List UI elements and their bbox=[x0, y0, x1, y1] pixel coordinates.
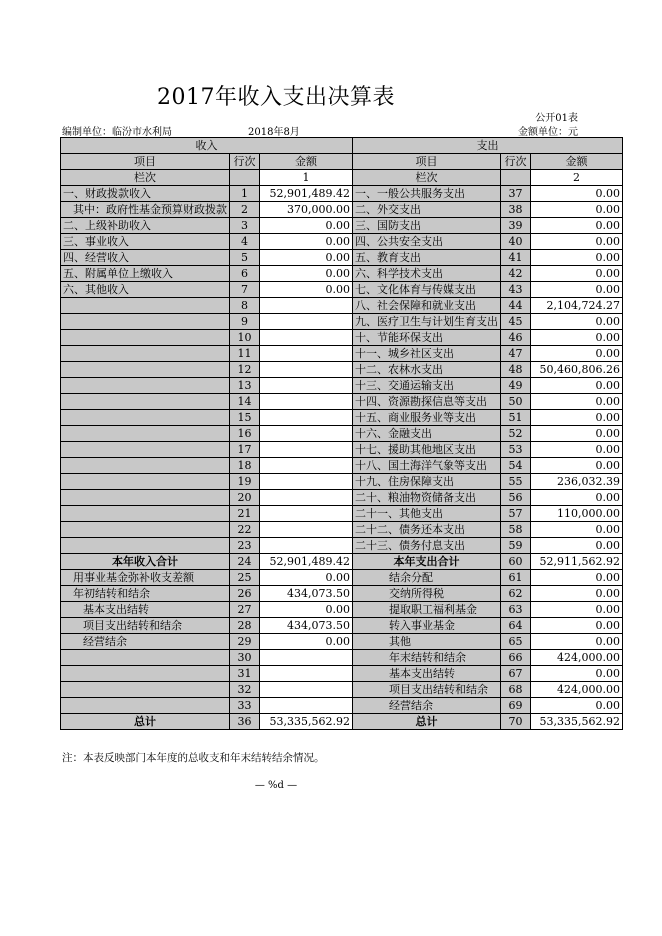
expense-rowno: 59 bbox=[501, 538, 531, 554]
expense-item: 转入事业基金 bbox=[353, 618, 501, 634]
expense-rowno: 54 bbox=[501, 458, 531, 474]
expense-item: 十、节能环保支出 bbox=[353, 330, 501, 346]
income-item bbox=[61, 474, 230, 490]
income-item bbox=[61, 330, 230, 346]
table-row bbox=[61, 202, 623, 218]
footnote: 注：本表反映部门本年度的总收支和年末结转结余情况。 bbox=[62, 752, 325, 764]
income-item bbox=[61, 362, 230, 378]
expense-amount: 0.00 bbox=[531, 426, 623, 442]
income-rowno: 30 bbox=[230, 650, 260, 666]
header-row-1 bbox=[61, 138, 623, 154]
income-amount bbox=[260, 394, 353, 410]
table-row bbox=[61, 394, 623, 410]
expense-item: 结余分配 bbox=[353, 570, 501, 586]
expense-rowno: 53 bbox=[501, 442, 531, 458]
expense-amount: 0.00 bbox=[531, 346, 623, 362]
expense-amount: 0.00 bbox=[531, 378, 623, 394]
income-amount bbox=[260, 666, 353, 682]
income-item bbox=[61, 442, 230, 458]
income-rowno: 33 bbox=[230, 698, 260, 714]
expense-item: 二十、粮油物资储备支出 bbox=[353, 490, 501, 506]
income-item: 基本支出结转 bbox=[61, 602, 230, 618]
income-amount bbox=[260, 698, 353, 714]
expense-item: 项目支出结转和结余 bbox=[353, 682, 501, 698]
income-item bbox=[61, 314, 230, 330]
col-label: 栏次 bbox=[61, 170, 230, 186]
income-amount bbox=[260, 458, 353, 474]
expense-rowno: 45 bbox=[501, 314, 531, 330]
expense-rowno: 52 bbox=[501, 426, 531, 442]
expense-amount: 0.00 bbox=[531, 410, 623, 426]
expense-item: 二、外交支出 bbox=[353, 202, 501, 218]
table-row bbox=[61, 618, 623, 634]
income-rowno: 4 bbox=[230, 234, 260, 250]
expense-amount: 0.00 bbox=[531, 442, 623, 458]
income-item: 二、上级补助收入 bbox=[61, 218, 230, 234]
expense-item: 其他 bbox=[353, 634, 501, 650]
income-amount bbox=[260, 362, 353, 378]
income-amount bbox=[260, 426, 353, 442]
table-row bbox=[61, 218, 623, 234]
expense-item: 五、教育支出 bbox=[353, 250, 501, 266]
income-item bbox=[61, 490, 230, 506]
col-item: 项目 bbox=[353, 154, 501, 170]
table-row bbox=[61, 586, 623, 602]
table-row bbox=[61, 266, 623, 282]
income-item bbox=[61, 538, 230, 554]
table-row bbox=[61, 330, 623, 346]
income-item: 其中：政府性基金预算财政拨款 bbox=[61, 202, 230, 218]
income-rowno: 31 bbox=[230, 666, 260, 682]
table-row bbox=[61, 698, 623, 714]
expense-rowno: 43 bbox=[501, 282, 531, 298]
expense-rowno: 47 bbox=[501, 346, 531, 362]
income-rowno: 18 bbox=[230, 458, 260, 474]
expense-item: 十九、住房保障支出 bbox=[353, 474, 501, 490]
expense-rowno: 38 bbox=[501, 202, 531, 218]
expense-item: 十三、交通运输支出 bbox=[353, 378, 501, 394]
col-index-1: 1 bbox=[260, 170, 353, 186]
income-amount bbox=[260, 298, 353, 314]
income-item bbox=[61, 458, 230, 474]
income-amount: 0.00 bbox=[260, 266, 353, 282]
income-rowno: 11 bbox=[230, 346, 260, 362]
income-amount: 53,335,562.92 bbox=[260, 714, 353, 730]
income-amount: 370,000.00 bbox=[260, 202, 353, 218]
income-rowno: 1 bbox=[230, 186, 260, 202]
expense-amount: 0.00 bbox=[531, 586, 623, 602]
income-amount: 434,073.50 bbox=[260, 586, 353, 602]
expense-item: 十二、农林水支出 bbox=[353, 362, 501, 378]
expense-rowno: 42 bbox=[501, 266, 531, 282]
income-rowno: 36 bbox=[230, 714, 260, 730]
table-row bbox=[61, 458, 623, 474]
expense-amount: 0.00 bbox=[531, 666, 623, 682]
form-tag: 公开01表 bbox=[535, 113, 578, 124]
expense-rowno: 68 bbox=[501, 682, 531, 698]
income-rowno: 17 bbox=[230, 442, 260, 458]
expense-header: 支出 bbox=[353, 138, 623, 154]
income-item: 用事业基金弥补收支差额 bbox=[61, 570, 230, 586]
expense-amount: 0.00 bbox=[531, 282, 623, 298]
income-amount bbox=[260, 410, 353, 426]
expense-item: 总计 bbox=[353, 714, 501, 730]
org-label: 编制单位：临汾市水利局 bbox=[62, 127, 172, 138]
col-item: 项目 bbox=[61, 154, 230, 170]
income-rowno: 29 bbox=[230, 634, 260, 650]
income-item: 经营结余 bbox=[61, 634, 230, 650]
expense-rowno: 46 bbox=[501, 330, 531, 346]
expense-amount: 0.00 bbox=[531, 234, 623, 250]
income-amount bbox=[260, 442, 353, 458]
table-row bbox=[61, 650, 623, 666]
expense-amount: 53,335,562.92 bbox=[531, 714, 623, 730]
income-rowno: 9 bbox=[230, 314, 260, 330]
income-item bbox=[61, 682, 230, 698]
col-amount: 金额 bbox=[260, 154, 353, 170]
expense-amount: 0.00 bbox=[531, 218, 623, 234]
income-item bbox=[61, 666, 230, 682]
income-rowno: 8 bbox=[230, 298, 260, 314]
income-rowno: 2 bbox=[230, 202, 260, 218]
table-row bbox=[61, 666, 623, 682]
table-row bbox=[61, 346, 623, 362]
table-row bbox=[61, 186, 623, 202]
expense-rowno: 69 bbox=[501, 698, 531, 714]
table-row bbox=[61, 490, 623, 506]
expense-item: 十七、援助其他地区支出 bbox=[353, 442, 501, 458]
income-amount: 0.00 bbox=[260, 250, 353, 266]
expense-rowno: 41 bbox=[501, 250, 531, 266]
income-item: 项目支出结转和结余 bbox=[61, 618, 230, 634]
expense-amount: 0.00 bbox=[531, 394, 623, 410]
page-title: 2017年收入支出决算表 bbox=[157, 85, 395, 110]
header-row-3 bbox=[61, 170, 623, 186]
expense-item: 年末结转和结余 bbox=[353, 650, 501, 666]
income-rowno: 10 bbox=[230, 330, 260, 346]
income-amount bbox=[260, 538, 353, 554]
income-rowno: 6 bbox=[230, 266, 260, 282]
income-amount: 0.00 bbox=[260, 282, 353, 298]
unit-label: 金额单位：元 bbox=[518, 127, 578, 138]
income-amount bbox=[260, 522, 353, 538]
table-row bbox=[61, 522, 623, 538]
expense-item: 二十二、债务还本支出 bbox=[353, 522, 501, 538]
expense-rowno: 58 bbox=[501, 522, 531, 538]
expense-amount: 0.00 bbox=[531, 458, 623, 474]
expense-amount: 0.00 bbox=[531, 186, 623, 202]
expense-item: 七、文化体育与传媒支出 bbox=[353, 282, 501, 298]
income-item bbox=[61, 522, 230, 538]
expense-rowno: 65 bbox=[501, 634, 531, 650]
income-amount bbox=[260, 506, 353, 522]
income-amount bbox=[260, 490, 353, 506]
expense-rowno: 57 bbox=[501, 506, 531, 522]
income-item: 本年收入合计 bbox=[61, 554, 230, 570]
income-rowno: 14 bbox=[230, 394, 260, 410]
income-amount: 52,901,489.42 bbox=[260, 186, 353, 202]
header-row-2 bbox=[61, 154, 623, 170]
expense-item: 十五、商业服务业等支出 bbox=[353, 410, 501, 426]
col-label: 栏次 bbox=[353, 170, 501, 186]
income-rowno: 25 bbox=[230, 570, 260, 586]
expense-item: 二十一、其他支出 bbox=[353, 506, 501, 522]
income-rowno: 20 bbox=[230, 490, 260, 506]
expense-amount: 0.00 bbox=[531, 634, 623, 650]
income-rowno: 5 bbox=[230, 250, 260, 266]
table-row bbox=[61, 410, 623, 426]
expense-amount: 0.00 bbox=[531, 602, 623, 618]
table-row bbox=[61, 250, 623, 266]
income-item bbox=[61, 650, 230, 666]
table-row bbox=[61, 378, 623, 394]
income-amount: 0.00 bbox=[260, 570, 353, 586]
expense-rowno: 63 bbox=[501, 602, 531, 618]
table-row bbox=[61, 298, 623, 314]
income-rowno: 23 bbox=[230, 538, 260, 554]
income-amount: 434,073.50 bbox=[260, 618, 353, 634]
expense-rowno: 56 bbox=[501, 490, 531, 506]
expense-rowno: 67 bbox=[501, 666, 531, 682]
income-rowno: 7 bbox=[230, 282, 260, 298]
income-amount bbox=[260, 330, 353, 346]
income-item bbox=[61, 410, 230, 426]
expense-rowno: 61 bbox=[501, 570, 531, 586]
expense-amount: 0.00 bbox=[531, 330, 623, 346]
expense-rowno: 48 bbox=[501, 362, 531, 378]
expense-rowno: 64 bbox=[501, 618, 531, 634]
expense-amount: 0.00 bbox=[531, 202, 623, 218]
col-blank bbox=[501, 170, 531, 186]
expense-rowno: 66 bbox=[501, 650, 531, 666]
income-item: 一、财政拨款收入 bbox=[61, 186, 230, 202]
income-amount: 0.00 bbox=[260, 218, 353, 234]
table-row bbox=[61, 282, 623, 298]
table-row bbox=[61, 314, 623, 330]
page-marker: — %d — bbox=[254, 780, 298, 791]
expense-rowno: 37 bbox=[501, 186, 531, 202]
income-amount bbox=[260, 474, 353, 490]
expense-rowno: 60 bbox=[501, 554, 531, 570]
income-item bbox=[61, 378, 230, 394]
expense-amount: 0.00 bbox=[531, 698, 623, 714]
income-item bbox=[61, 394, 230, 410]
income-rowno: 16 bbox=[230, 426, 260, 442]
table-row bbox=[61, 714, 623, 730]
income-rowno: 21 bbox=[230, 506, 260, 522]
income-item: 总计 bbox=[61, 714, 230, 730]
expense-item: 经营结余 bbox=[353, 698, 501, 714]
expense-item: 基本支出结转 bbox=[353, 666, 501, 682]
income-amount bbox=[260, 682, 353, 698]
income-amount: 0.00 bbox=[260, 234, 353, 250]
expense-amount: 424,000.00 bbox=[531, 682, 623, 698]
income-item bbox=[61, 698, 230, 714]
expense-amount: 0.00 bbox=[531, 522, 623, 538]
expense-amount: 236,032.39 bbox=[531, 474, 623, 490]
expense-amount: 0.00 bbox=[531, 570, 623, 586]
income-rowno: 22 bbox=[230, 522, 260, 538]
table-row bbox=[61, 554, 623, 570]
income-item bbox=[61, 298, 230, 314]
income-item: 四、经营收入 bbox=[61, 250, 230, 266]
col-blank bbox=[230, 170, 260, 186]
income-amount: 0.00 bbox=[260, 602, 353, 618]
income-item: 年初结转和结余 bbox=[61, 586, 230, 602]
expense-amount: 0.00 bbox=[531, 490, 623, 506]
expense-item: 十八、国土海洋气象等支出 bbox=[353, 458, 501, 474]
date-label: 2018年8月 bbox=[248, 127, 300, 138]
table-row bbox=[61, 234, 623, 250]
table-row bbox=[61, 538, 623, 554]
income-item bbox=[61, 506, 230, 522]
expense-item: 八、社会保障和就业支出 bbox=[353, 298, 501, 314]
income-rowno: 13 bbox=[230, 378, 260, 394]
expense-item: 本年支出合计 bbox=[353, 554, 501, 570]
income-amount: 52,901,489.42 bbox=[260, 554, 353, 570]
table-row bbox=[61, 682, 623, 698]
income-rowno: 28 bbox=[230, 618, 260, 634]
table-row bbox=[61, 602, 623, 618]
income-item: 六、其他收入 bbox=[61, 282, 230, 298]
table-row bbox=[61, 362, 623, 378]
table-row bbox=[61, 442, 623, 458]
income-item: 三、事业收入 bbox=[61, 234, 230, 250]
expense-amount: 2,104,724.27 bbox=[531, 298, 623, 314]
income-amount bbox=[260, 650, 353, 666]
expense-amount: 424,000.00 bbox=[531, 650, 623, 666]
expense-amount: 0.00 bbox=[531, 538, 623, 554]
expense-rowno: 70 bbox=[501, 714, 531, 730]
income-rowno: 32 bbox=[230, 682, 260, 698]
expense-item: 九、医疗卫生与计划生育支出 bbox=[353, 314, 501, 330]
expense-amount: 52,911,562.92 bbox=[531, 554, 623, 570]
expense-amount: 0.00 bbox=[531, 618, 623, 634]
table-row bbox=[61, 506, 623, 522]
expense-item: 一、一般公共服务支出 bbox=[353, 186, 501, 202]
expense-amount: 50,460,806.26 bbox=[531, 362, 623, 378]
col-index-2: 2 bbox=[531, 170, 623, 186]
expense-rowno: 40 bbox=[501, 234, 531, 250]
expense-amount: 0.00 bbox=[531, 250, 623, 266]
budget-table bbox=[60, 137, 623, 730]
table-row bbox=[61, 426, 623, 442]
table-row bbox=[61, 570, 623, 586]
col-rowno: 行次 bbox=[501, 154, 531, 170]
expense-item: 十四、资源勘探信息等支出 bbox=[353, 394, 501, 410]
expense-rowno: 55 bbox=[501, 474, 531, 490]
expense-amount: 0.00 bbox=[531, 266, 623, 282]
expense-item: 六、科学技术支出 bbox=[353, 266, 501, 282]
expense-rowno: 49 bbox=[501, 378, 531, 394]
income-rowno: 12 bbox=[230, 362, 260, 378]
income-rowno: 27 bbox=[230, 602, 260, 618]
expense-amount: 0.00 bbox=[531, 314, 623, 330]
expense-item: 三、国防支出 bbox=[353, 218, 501, 234]
income-rowno: 19 bbox=[230, 474, 260, 490]
income-amount bbox=[260, 314, 353, 330]
income-rowno: 3 bbox=[230, 218, 260, 234]
expense-rowno: 39 bbox=[501, 218, 531, 234]
expense-rowno: 44 bbox=[501, 298, 531, 314]
expense-item: 四、公共安全支出 bbox=[353, 234, 501, 250]
income-amount: 0.00 bbox=[260, 634, 353, 650]
col-rowno: 行次 bbox=[230, 154, 260, 170]
expense-item: 提取职工福利基金 bbox=[353, 602, 501, 618]
expense-rowno: 51 bbox=[501, 410, 531, 426]
expense-rowno: 50 bbox=[501, 394, 531, 410]
table-row bbox=[61, 634, 623, 650]
income-item bbox=[61, 346, 230, 362]
income-item bbox=[61, 426, 230, 442]
expense-item: 十一、城乡社区支出 bbox=[353, 346, 501, 362]
expense-item: 二十三、债务付息支出 bbox=[353, 538, 501, 554]
col-amount: 金额 bbox=[531, 154, 623, 170]
income-item: 五、附属单位上缴收入 bbox=[61, 266, 230, 282]
income-rowno: 24 bbox=[230, 554, 260, 570]
income-rowno: 15 bbox=[230, 410, 260, 426]
expense-amount: 110,000.00 bbox=[531, 506, 623, 522]
income-amount bbox=[260, 346, 353, 362]
income-rowno: 26 bbox=[230, 586, 260, 602]
income-header: 收入 bbox=[61, 138, 353, 154]
expense-item: 十六、金融支出 bbox=[353, 426, 501, 442]
expense-item: 交纳所得税 bbox=[353, 586, 501, 602]
income-amount bbox=[260, 378, 353, 394]
expense-rowno: 62 bbox=[501, 586, 531, 602]
table-row bbox=[61, 474, 623, 490]
